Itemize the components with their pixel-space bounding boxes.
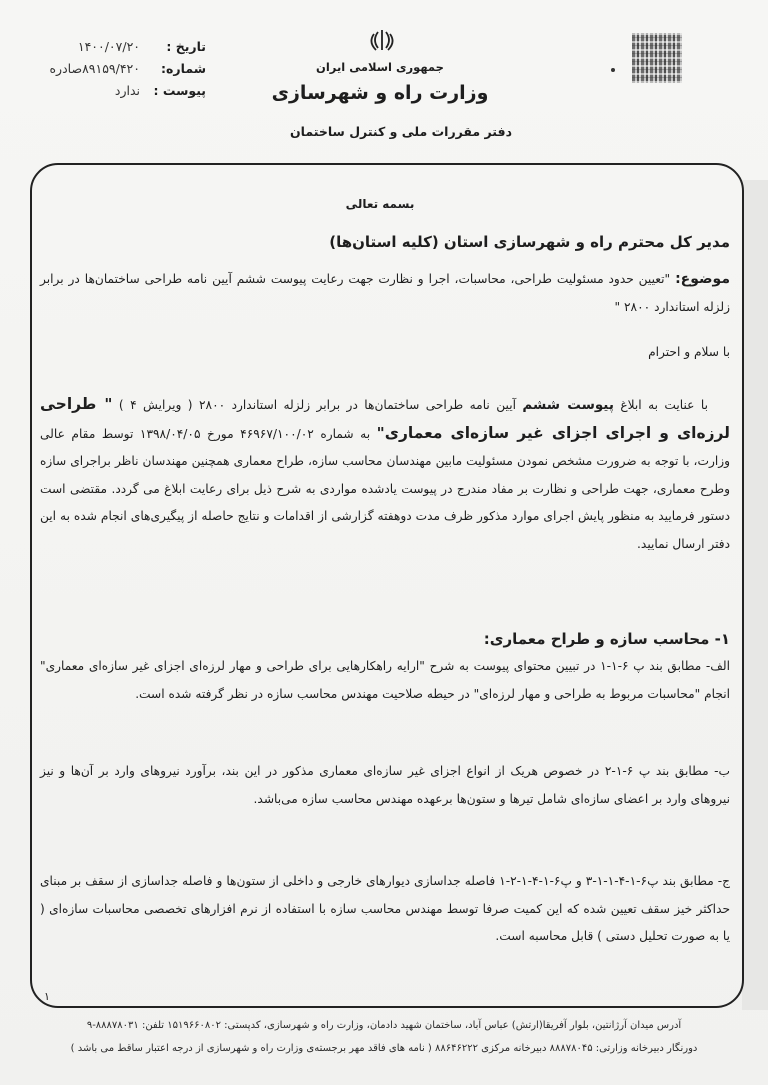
qr-code-icon — [632, 33, 682, 83]
subject-text: "تعیین حدود مسئولیت طراحی، محاسبات، اجرا و نظارت جهت رعایت پیوست ششم آیین نامه طراحی ساختمان‌ها در برابر زلزله استاندارد ۲۸۰۰ " — [40, 272, 730, 314]
main-paragraph — [40, 391, 730, 558]
iran-emblem-icon — [368, 28, 396, 54]
country-name: جمهوری اسلامی ایران — [316, 60, 444, 74]
number-row — [16, 58, 206, 80]
body-title-emphasis: " طراحی لرزه‌ای و اجرای اجزای غیر سازه‌ای معماری" — [40, 395, 731, 442]
mark-dot — [611, 68, 615, 72]
list-item: الف- مطابق بند پ ۶-۱-۱ در تبیین محتوای پیوست به شرح "ارایه راهکارهایی برای طراحی و مهار لرزه‌ای اجزای غیر سازه‌ای معماری" انجام "محاسبات مربوط به طراحی و مهار لرزه‌ای" در حیطه صلاحیت مهندس محاسب سازه در نظر گرفته شده است. — [40, 659, 730, 701]
body-text: با عنایت به ابلاغ — [620, 398, 708, 412]
letter-meta — [16, 36, 206, 102]
attachment-label: پیوست : — [153, 83, 206, 98]
footer — [0, 1014, 768, 1060]
date-label: تاریخ : — [166, 39, 206, 54]
date-row — [16, 36, 206, 58]
list-item: ب- مطابق بند پ ۶-۱-۲ در خصوص هریک از انواع اجزای غیر سازه‌ای معماری مذکور در این بند، برآورد نیروهای وارد بر آن‌ها و نیز نیروهای وارد بر اعضای سازه‌ای شامل تیرها و ستون‌ها برعهده مهندس محاسب سازه می‌باشد. — [40, 764, 730, 806]
footer-contact: دورنگار دبیرخانه وزارتی: ۸۸۸۷۸۰۴۵ دبیرخانه مرکزی ۸۸۶۴۶۲۲۲ ( نامه های فاقد مهر برجسته‌ی وزارت راه و شهرسازی از درجه اعتبار ساقط می باشد ) — [70, 1043, 698, 1054]
body-text: آیین نامه طراحی ساختمان‌ها در برابر زلزله استاندارد ۲۸۰۰ ( ویرایش ۴ ) — [118, 398, 516, 412]
greeting: با سلام و احترام — [648, 345, 730, 359]
body-emphasis: پیوست ششم — [522, 397, 614, 413]
body-text: به شماره ۴۶۹۶۷/۱۰۰/۰۲ مورخ ۱۳۹۸/۰۴/۰۵ توسط مقام عالی وزارت، با توجه به ضرورت مشخص نمودن مسئولیت مابین مهندسان محاسب سازه، طراح معماری همچنین مهندسان ناظر براجرای سازه وطرح معماری، جهت طراحی و نظارت بر مفاد مندرج در پیوست یادشده مواردی به شرح ذیل برای رعایت ابلاغ می گردد. مقتضی است دستور فرمایید به منظور پایش اجرای موارد مذکور ظرف مدت دوهفته گزارشی از اقدامات و نتایج حاصله از پیگیری‌های انجام شده به این دفتر ارسال نمایید. — [40, 426, 730, 551]
section-title: ۱- محاسب سازه و طراح معماری: — [483, 630, 730, 648]
subject — [40, 266, 730, 321]
ministry-name: وزارت راه و شهرسازی — [271, 82, 489, 104]
number-value: ۸۹۱۵۹/۴۲۰صادره — [49, 61, 140, 76]
attachment-row — [16, 80, 206, 102]
subject-label: موضوع: — [675, 271, 730, 287]
office-name: دفتر مقررات ملی و کنترل ساختمان — [290, 124, 512, 139]
list-item: ج- مطابق بند پ۶-۱-۴-۱-۱-۳ و پ۶-۱-۴-۱-۲-۱ فاصله جداسازی دیوارهای خارجی و داخلی از ستون‌ها و فاصله جداسازی از سقف بر مبنای حداکثر خیز سقف تعیین شده که این کمیت صرفا توسط مهندس محاسب سازه با استفاده از نرم افزارهای تخصصی محاسبات سازه‌ای ( یا به صورت تحلیل دستی ) قابل محاسبه است. — [40, 874, 731, 943]
scan-edge — [742, 180, 768, 1010]
footer-address: آدرس میدان آرژانتین، بلوار آفریقا(ارتش) عباس آباد، ساختمان شهید دادمان، وزارت راه و شهرسازی، کدپستی: ۱۵۱۹۶۶۰۸۰۲ تلفن: ۸۸۸۷۸۰۳۱-۹ — [86, 1020, 682, 1031]
addressee: مدیر کل محترم راه و شهرسازی استان (کلیه استان‌ها) — [329, 233, 730, 251]
date-value: ۱۴۰۰/۰۷/۲۰ — [77, 39, 140, 54]
attachment-value: ندارد — [114, 83, 140, 98]
number-label: شماره: — [161, 61, 206, 76]
invocation: بسمه تعالی — [345, 197, 415, 211]
page-number: ۱ — [44, 990, 50, 1003]
